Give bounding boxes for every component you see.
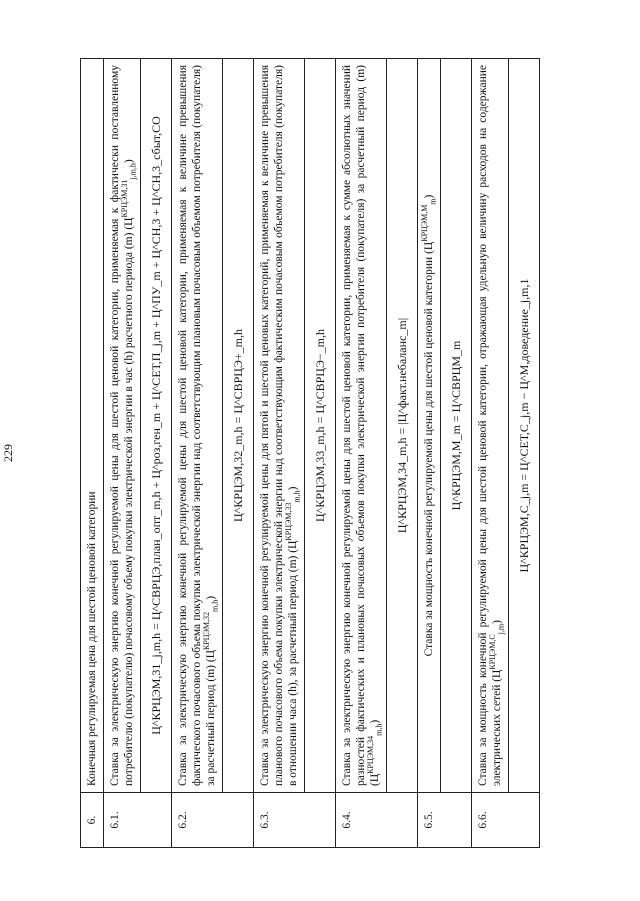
row-number: 6.1. [104,793,172,848]
formula-text: Ц^КРЦЭМ,34_m,h = |Ц^факт.небаланс_m| [395,317,409,534]
table-row [141,59,172,848]
row-number: 6.4. [336,793,418,848]
row-text: Конечная регулируемая цена для шестой ценовой категории [81,59,104,793]
formula [223,59,254,793]
table-row [81,59,104,848]
formula-text: Ц^КРЦЭМ,С_j,m = Ц^СЕТ,С_j,m − Ц^М,доведение_j,m,1 [517,278,531,573]
formula-text: Ц^КРЦЭМ,31_j,m,h = Ц^СВРЦЭ,план_опт_m,h + Ц^роз,ген_m + Ц^СЕТ,П_j,m + Ц^ПУ_m + Ц^СН,3 + Ц^СН,3_сбыт,СО [149,116,163,735]
row-text: Ставка за мощность конечной регулируемой цены для шестой ценовой категории, отражающая удельную величину расходов на содержание электрических сетей $(Ц^{КРЦЭМ,С}_{j,m})$ [472,59,509,793]
table-row [336,59,387,848]
row-text: Ставка за электрическую энергию конечной регулируемой цены для шестой ценовой категории, применяемая к фактически поставленному потребителю (покупателю) почасовому объему покупки электрической энергии в час (h) расчетного периода (m) $(Ц^{КРЦЭМ,31}_{j,m,h})$ [104,59,141,793]
table-row [104,59,141,848]
formula-text: Ц^КРЦЭМ,32_m,h = Ц^СВРЦЭ+_m,h [231,329,245,523]
price-table [80,58,540,848]
rotated-table-wrapper [80,58,560,848]
row-text: Ставка за электрическую энергию конечной регулируемой цены для шестой ценовой категории, применяемая к величине превышения фактического почасового объема покупки электрической энергии над соответствующим плановым почасовым объемом потребителя (покупателя) за расчетный период (m) $(Ц^{КРЦЭМ,32}_{m,h})$ [172,59,223,793]
table-row [254,59,305,848]
table-row [172,59,223,848]
row-text: Ставка за электрическую энергию конечной регулируемой цены для шестой ценовой категории, применяемая к сумме абсолютных значений разностей фактических и плановых почасовых объемов покупки электрической энергии потребителя (покупателя) за расчетный период (m) $(Ц^{КРЦЭМ,34}_{m,h})$ [336,59,387,793]
row-text: Ставка за мощность конечной регулируемой цены для шестой ценовой категории $(Ц^{КРЦЭМ,М}_m)$ [418,59,441,793]
row-number: 6.3. [254,793,336,848]
table-row [223,59,254,848]
formula [509,59,540,793]
row-number: 6.5. [418,793,472,848]
row-number: 6. [81,793,104,848]
formula-text: Ц^КРЦЭМ,33_m,h = Ц^СВРЦЭ−_m,h [313,329,327,523]
table-row [441,59,472,848]
table-row [509,59,540,848]
table-row [418,59,441,848]
table-row [472,59,509,848]
row-text: Ставка за электрическую энергию конечной регулируемой цены для пятой и шестой ценовых категорий, применяемая к величине превышения планового почасового объема покупки электрической энергии над соответствующим фактическим почасовым объемом потребителя (покупателя) в отношении часа (h), за расчетный период (m) $(Ц^{КРЦЭМ,33}_{m,h})$ [254,59,305,793]
row-number: 6.2. [172,793,254,848]
row-number: 6.6. [472,793,540,848]
table-row [387,59,418,848]
formula [305,59,336,793]
page-number: 229 [1,444,15,462]
page-number-box [0,437,16,469]
formula [387,59,418,793]
formula [141,59,172,793]
formula [441,59,472,793]
formula-text: Ц^КРЦЭМ,М_m = Ц^СВРЦМ_m [449,340,463,511]
table-row [305,59,336,848]
